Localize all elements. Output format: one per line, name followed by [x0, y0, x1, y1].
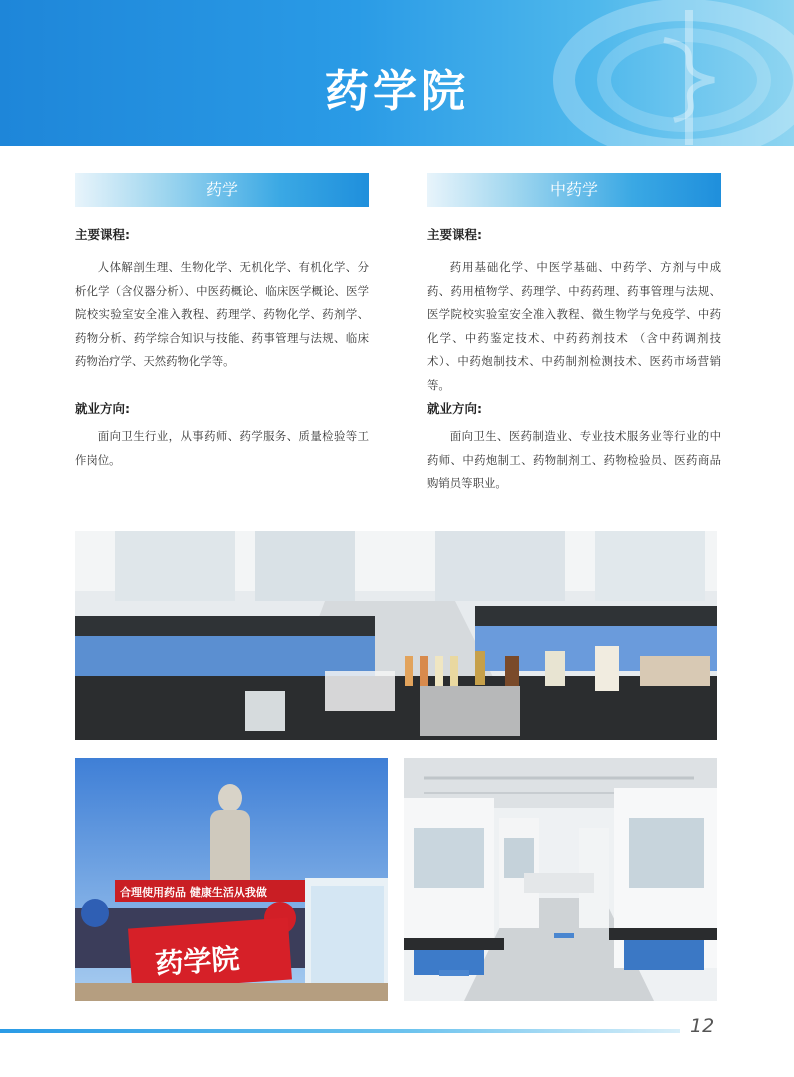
- event-banner-text: 合理使用药品 健康生活从我做: [120, 886, 267, 899]
- lab-photo: [75, 531, 717, 740]
- lab-room-photo: [404, 758, 717, 1001]
- group-photo: [75, 758, 388, 1001]
- courses-title: 主要课程:: [427, 227, 482, 242]
- jobs-title: 就业方向:: [75, 401, 130, 416]
- section-tcm-pharmacy: [427, 173, 721, 490]
- courses-text: 药用基础化学、中医学基础、中药学、方剂与中成药、药用植物学、药理学、中药药理、药事管理与法规、医学院校实验室安全准入教程、微生物学与免疫学、中药化学、中药鉴定技术、中药药剂技术 （含中药调剂技术）、中药炮制技术、中药制剂检测技术、医药市场营销等。: [427, 260, 721, 392]
- section-heading: 药学: [75, 173, 369, 207]
- page-title: 药学院: [325, 66, 469, 117]
- jobs-text: 面向卫生行业，从事药师、药学服务、质量检验等工作岗位。: [75, 429, 369, 467]
- flag-text: 药学院: [154, 942, 241, 981]
- footer-divider: [0, 1029, 680, 1033]
- page-number: 12: [690, 1015, 715, 1037]
- section-heading: 中药学: [427, 173, 721, 207]
- header-banner: [0, 0, 794, 146]
- courses-text: 人体解剖生理、生物化学、无机化学、有机化学、分析化学（含仪器分析）、中医药概论、临床医学概论、医学院校实验室安全准入教程、药理学、药物化学、药剂学、药物分析、药学综合知识与技能、药事管理与法规、临床药物治疗学、天然药物化学等。: [75, 260, 369, 368]
- section-pharmacy: [75, 173, 369, 467]
- jobs-text: 面向卫生、医药制造业、专业技术服务业等行业的中药师、中药炮制工、药物制剂工、药物检验员、医药商品购销员等职业。: [427, 429, 721, 490]
- jobs-title: 就业方向:: [427, 401, 482, 416]
- courses-title: 主要课程:: [75, 227, 130, 242]
